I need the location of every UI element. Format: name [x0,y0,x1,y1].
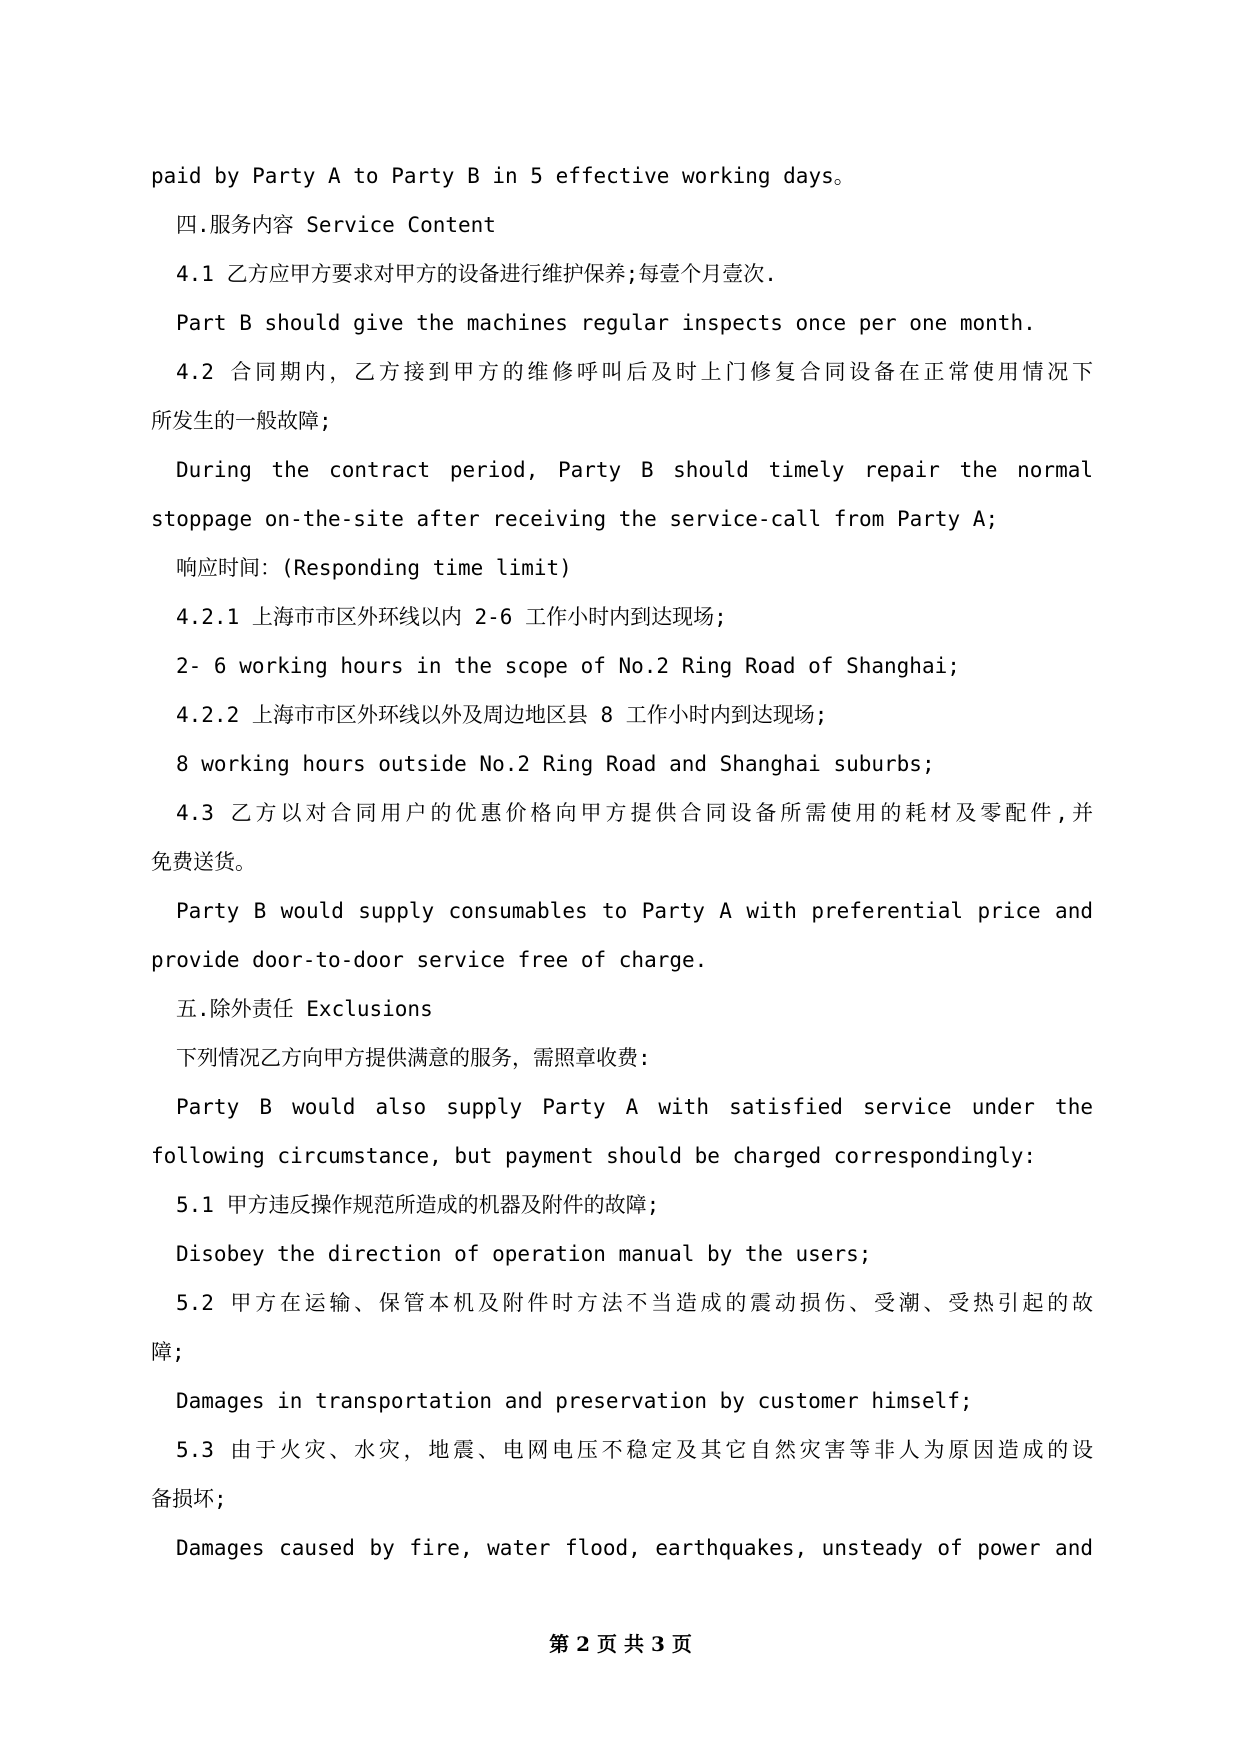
clause-translation: During the contract period, Party B should timely repair the normal [176,458,1093,482]
clause-text: 4.2.1 上海市市区外环线以内 2-6 工作小时内到达现场; [176,605,727,629]
clause-translation: Party B would supply consumables to Party A with preferential price and [176,899,1093,923]
section-heading: 五.除外责任 Exclusions [176,997,433,1021]
clause-text: 5.3 由于火灾、水灾，地震、电网电压不稳定及其它自然灾害等非人为原因造成的设 [176,1438,1093,1462]
clause-text: 5.2 甲方在运输、保管本机及附件时方法不当造成的震动损伤、受潮、受热引起的故 [176,1291,1093,1315]
clause-text-continued: 备损坏; [151,1487,227,1511]
clause-text: 4.1 乙方应甲方要求对甲方的设备进行维护保养;每壹个月壹次. [176,262,777,286]
page-number-footer: 第 2 页 共 3 页 [549,1632,692,1656]
clause-translation: Part B should give the machines regular inspects once per one month. [176,311,1036,335]
clause-translation: 2- 6 working hours in the scope of No.2 Ring Road of Shanghai; [176,654,960,678]
clause-translation-continued: following circumstance, but payment should be charged correspondingly: [151,1144,1037,1168]
clause-text: 下列情况乙方向甲方提供满意的服务，需照章收费: [176,1046,651,1070]
clause-translation: Damages in transportation and preservation by customer himself; [176,1389,973,1413]
clause-text: 4.2 合同期内，乙方接到甲方的维修呼叫后及时上门修复合同设备在正常使用情况下 [176,360,1093,384]
clause-text-continued: 免费送货。 [151,850,256,874]
clause-translation: Damages caused by fire, water flood, earthquakes, unsteady of power and [176,1536,1093,1560]
subsection-heading: 响应时间：(Responding time limit) [176,556,572,580]
clause-text: 4.3 乙方以对合同用户的优惠价格向甲方提供合同设备所需使用的耗材及零配件,并 [176,801,1093,825]
clause-text: 5.1 甲方违反操作规范所造成的机器及附件的故障; [176,1193,660,1217]
clause-text-continued: 障; [151,1340,185,1364]
text-line: paid by Party A to Party B in 5 effective working days。 [151,164,855,188]
clause-text-continued: 所发生的一般故障; [151,409,332,433]
clause-translation: Party B would also supply Party A with satisfied service under the [176,1095,1093,1119]
document-body [151,152,1093,1573]
clause-translation-continued: provide door-to-door service free of charge. [151,948,708,972]
section-heading: 四.服务内容 Service Content [176,213,496,237]
clause-translation: 8 working hours outside No.2 Ring Road and Shanghai suburbs; [176,752,935,776]
clause-text: 4.2.2 上海市市区外环线以外及周边地区县 8 工作小时内到达现场; [176,703,828,727]
clause-translation-continued: stoppage on-the-site after receiving the service-call from Party A; [151,507,999,531]
clause-translation: Disobey the direction of operation manual by the users; [176,1242,872,1266]
